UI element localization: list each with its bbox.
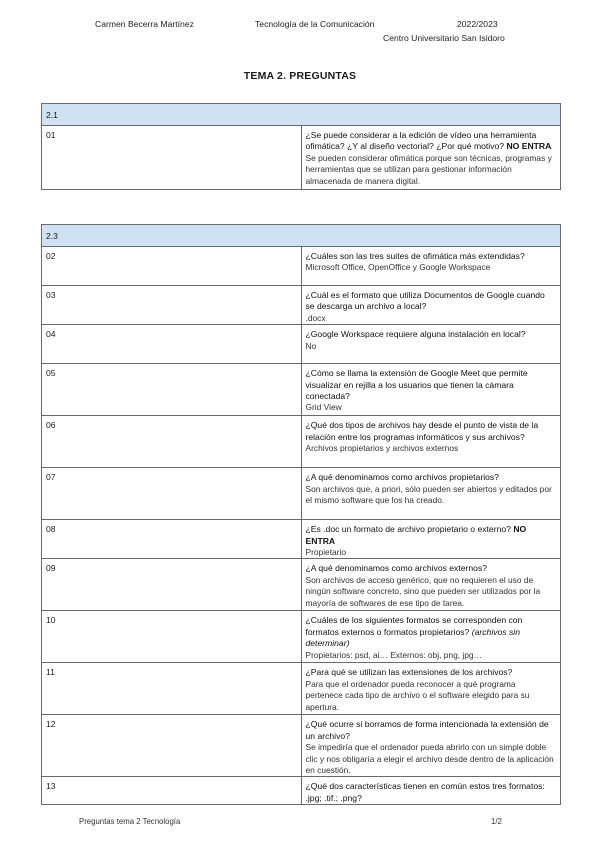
question-text: ¿Qué ocurre si borramos de forma intencionada la extensión de un archivo?	[305, 719, 549, 741]
answer-text: Propietario	[305, 547, 347, 558]
answer-text: Microsoft Office, OpenOffice y Google Workspace	[305, 262, 491, 273]
table-row	[42, 247, 561, 286]
answer-text: Son archivos que, a priori, sólo pueden ser abiertos y editados por el mismo software que los ha creado.	[305, 483, 552, 506]
answer-text: Propietarios: psd, ai… Externos: obj, png, jpg…	[305, 649, 482, 660]
answer-text: Se impediría que el ordenador pueda abrirlo con un simple doble clic y nos obligaría a elegir el archivo desde dentro de la aplicación en cuestión.	[305, 742, 554, 776]
header-year: 2022/2023	[457, 19, 498, 29]
question-number: 09	[42, 559, 302, 611]
table-row	[42, 715, 561, 777]
table-row	[42, 663, 561, 715]
table-row	[42, 777, 561, 805]
question-number: 02	[42, 247, 302, 286]
question-text: ¿A qué denominamos como archivos externos?	[305, 563, 488, 574]
question-text: ¿Google Workspace requiere alguna instalación en local?	[305, 329, 526, 340]
table-row	[42, 520, 561, 559]
question-number: 05	[42, 364, 302, 416]
question-number: 13	[42, 777, 302, 805]
answer-text: Se pueden considerar ofimática porque son técnicas, programas y herramientas que se utilizan para gestionar información almacenada de manera digital.	[305, 152, 552, 186]
page-number: 1/2	[491, 817, 502, 826]
header-subject: Tecnología de la Comunicación	[255, 19, 375, 29]
question-text: ¿Qué dos características tienen en común estos tres formatos: .jpg; .tif.; .png?	[305, 781, 545, 803]
footer-text: Preguntas tema 2 Tecnología	[79, 817, 181, 826]
question-text: ¿Es .doc un formato de archivo propietario o externo?	[305, 524, 511, 535]
question-text: ¿Cuáles son las tres suites de ofimática más extendidas?	[305, 251, 525, 261]
question-number: 06	[42, 416, 302, 468]
table-row	[42, 416, 561, 468]
table-row	[42, 611, 561, 663]
question-text: ¿A qué denominamos como archivos propietarios?	[305, 472, 499, 483]
table-row	[42, 468, 561, 520]
question-number: 01	[42, 126, 302, 190]
no-entra-flag: NO ENTRA	[506, 141, 552, 152]
question-text: ¿Para qué se utilizan las extensiones de los archivos?	[305, 667, 513, 678]
question-text: ¿Cuál es el formato que utiliza Documentos de Google cuando se descarga un archivo a local?	[305, 290, 545, 312]
answer-text: No	[305, 340, 317, 351]
header-author: Carmen Becerra Martínez	[95, 19, 194, 29]
question-text: ¿Se puede considerar a la edición de vídeo una herramienta ofimática? ¿Y al diseño vectorial? ¿Por qué motivo?	[305, 130, 537, 152]
question-number: 07	[42, 468, 302, 520]
question-text: ¿Cuáles de los siguientes formatos se corresponden con formatos externos o formatos propietarios?	[305, 615, 523, 637]
note-text: (archivos sin determinar)	[305, 626, 520, 649]
table-row	[42, 364, 561, 416]
question-number: 11	[42, 663, 302, 715]
answer-text: Grid View	[305, 402, 342, 413]
section-label: 2.1	[42, 104, 561, 126]
section-label: 2.3	[42, 225, 561, 247]
table-row	[42, 286, 561, 325]
question-number: 04	[42, 325, 302, 364]
question-number: 08	[42, 520, 302, 559]
section-2-1-table	[41, 103, 561, 190]
question-text: ¿Qué dos tipos de archivos hay desde el punto de vista de la relación entre los programas informáticos y sus archivos?	[305, 420, 539, 442]
no-entra-flag: NO ENTRA	[305, 524, 527, 546]
question-number: 03	[42, 286, 302, 325]
answer-text: .docx	[305, 312, 326, 323]
page-title: TEMA 2. PREGUNTAS	[243, 70, 357, 82]
table-row	[42, 325, 561, 364]
question-text: ¿Cómo se llama la extensión de Google Meet que permite visualizar en rejilla a los usuarios que tienen la cámara conectada?	[305, 368, 528, 402]
table-row	[42, 126, 561, 190]
answer-text: Para que el ordenador pueda reconocer a qué programa pertenece cada tipo de archivo o el software elegido para su apertura.	[305, 678, 530, 712]
answer-text: Son archivos de acceso genérico, que no requieren el uso de ningún software concreto, sino que pueden ser utilizados por la mayoría de softwares de ese tipo de tarea.	[305, 574, 541, 608]
table-row	[42, 559, 561, 611]
header-center: Centro Universitario San Isidoro	[383, 33, 505, 43]
section-2-3-table	[41, 224, 561, 805]
question-number: 12	[42, 715, 302, 777]
question-number: 10	[42, 611, 302, 663]
answer-text: Archivos propietarios y archivos externos	[305, 443, 459, 454]
